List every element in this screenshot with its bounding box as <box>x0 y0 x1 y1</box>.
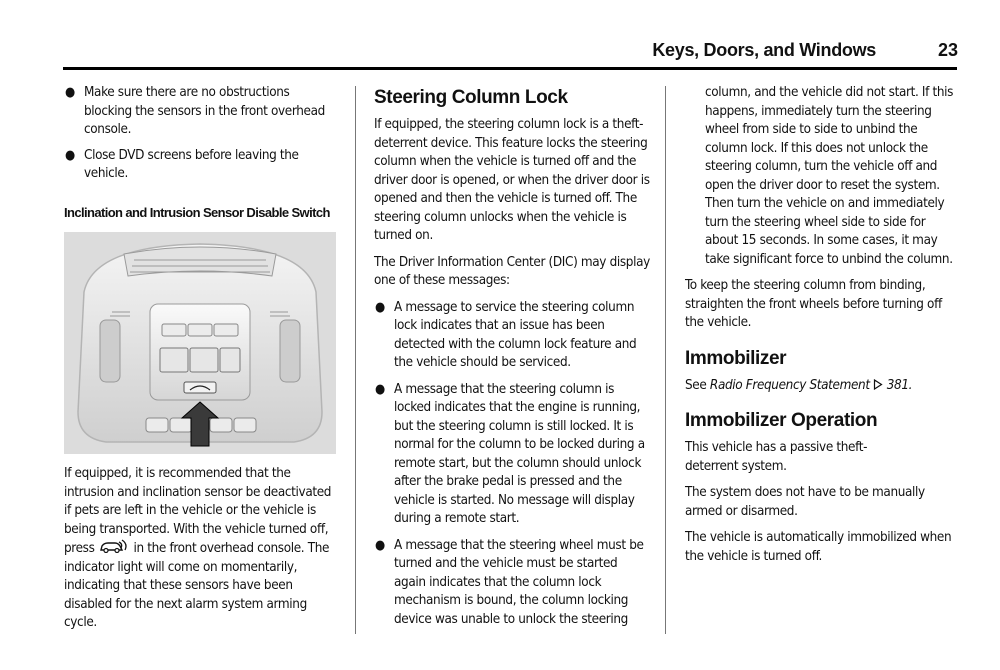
paragraph: If equipped, it is recommended that the intrusion and inclination sensor be deactivated if pets are left in the vehicle or the vehicle is being transported. With the vehicle turned off, press in the front overhead console. The indicator light will come on momentarily, indicating that these sensors have been disabled for the next alarm system arming cycle. <box>64 466 332 630</box>
paragraph: The Driver Information Center (DIC) may display one of these messages: <box>374 254 650 288</box>
car-with-waves-icon <box>98 539 130 553</box>
section-heading-immobilizer: Immobilizer <box>685 347 787 369</box>
column-2 <box>374 86 650 636</box>
paragraph: The system does not have to be manually armed or disarmed. <box>685 485 925 519</box>
bullet-icon: ● <box>65 85 75 100</box>
paragraph: This vehicle has a passive theft-deterrent system. <box>685 440 868 474</box>
list-item: ● A message to service the steering column lock indicates that an issue has been detected with the column lock feature and the vehicle should be serviced. <box>375 299 637 370</box>
section-heading: Steering Column Lock <box>374 87 568 108</box>
list-item: ● A message that the steering column is locked indicates that the engine is running, but the steering column is still locked. It is normal for the column to be locked during a remote start, but the column should unlock after the brake pedal is pressed and the vehicle is started. No message will display during a remote start. <box>375 381 645 526</box>
subheading: Inclination and Intrusion Sensor Disable Switch <box>64 204 330 220</box>
bullet-icon: ● <box>375 537 385 553</box>
section-heading-immobilizer-operation: Immobilizer Operation <box>685 410 878 431</box>
continued-paragraph: column, and the vehicle did not start. If this happens, immediately turn the steering wheel from side to side to unbind the column lock. If this does not unlock the steering column, turn the vehicle off and open the driver door to reset the system. Then turn the vehicle on and immediately turn the steering wheel side to side for about 15 seconds. In some cases, it may take significant force to unbind the column. <box>705 85 954 267</box>
page-number: 23 <box>937 40 958 60</box>
overhead-console-illustration <box>64 232 336 454</box>
section-title: Keys, Doors, and Windows <box>652 40 876 60</box>
paragraph: The vehicle is automatically immobilized when the vehicle is turned off. <box>685 530 952 564</box>
triangle-right-outline-icon <box>873 379 883 390</box>
column-3 <box>685 84 959 574</box>
bullet-list <box>374 299 650 630</box>
list-item: ● A message that the steering wheel must be turned and the vehicle must be started again indicates that the column lock mechanism is bound, the column locking device was unable to unlock the steering <box>375 537 644 627</box>
bullet-icon: ● <box>65 147 75 163</box>
list-item: ● Make sure there are no obstructions blocking the sensors in the front overhead console. <box>65 85 325 137</box>
bullet-icon: ● <box>375 299 385 315</box>
header-rule <box>63 67 957 70</box>
column-1 <box>64 84 340 641</box>
bullet-list <box>64 84 340 184</box>
list-item: ● Close DVD screens before leaving the vehicle. <box>65 147 299 181</box>
paragraph: If equipped, the steering column lock is a theft-deterrent device. This feature locks the steering column when the vehicle is turned off and the driver door is opened, or when the driver door is opened and then the vehicle is turned off. The steering column unlocks when the vehicle is turned on. <box>374 117 650 243</box>
column-divider-1 <box>355 86 356 634</box>
paragraph: To keep the steering column from binding, straighten the front wheels before turning off the vehicle. <box>685 278 942 330</box>
cross-reference[interactable]: See Radio Frequency Statement 381. <box>685 377 913 393</box>
bullet-icon: ● <box>375 381 385 397</box>
column-divider-2 <box>665 86 666 634</box>
